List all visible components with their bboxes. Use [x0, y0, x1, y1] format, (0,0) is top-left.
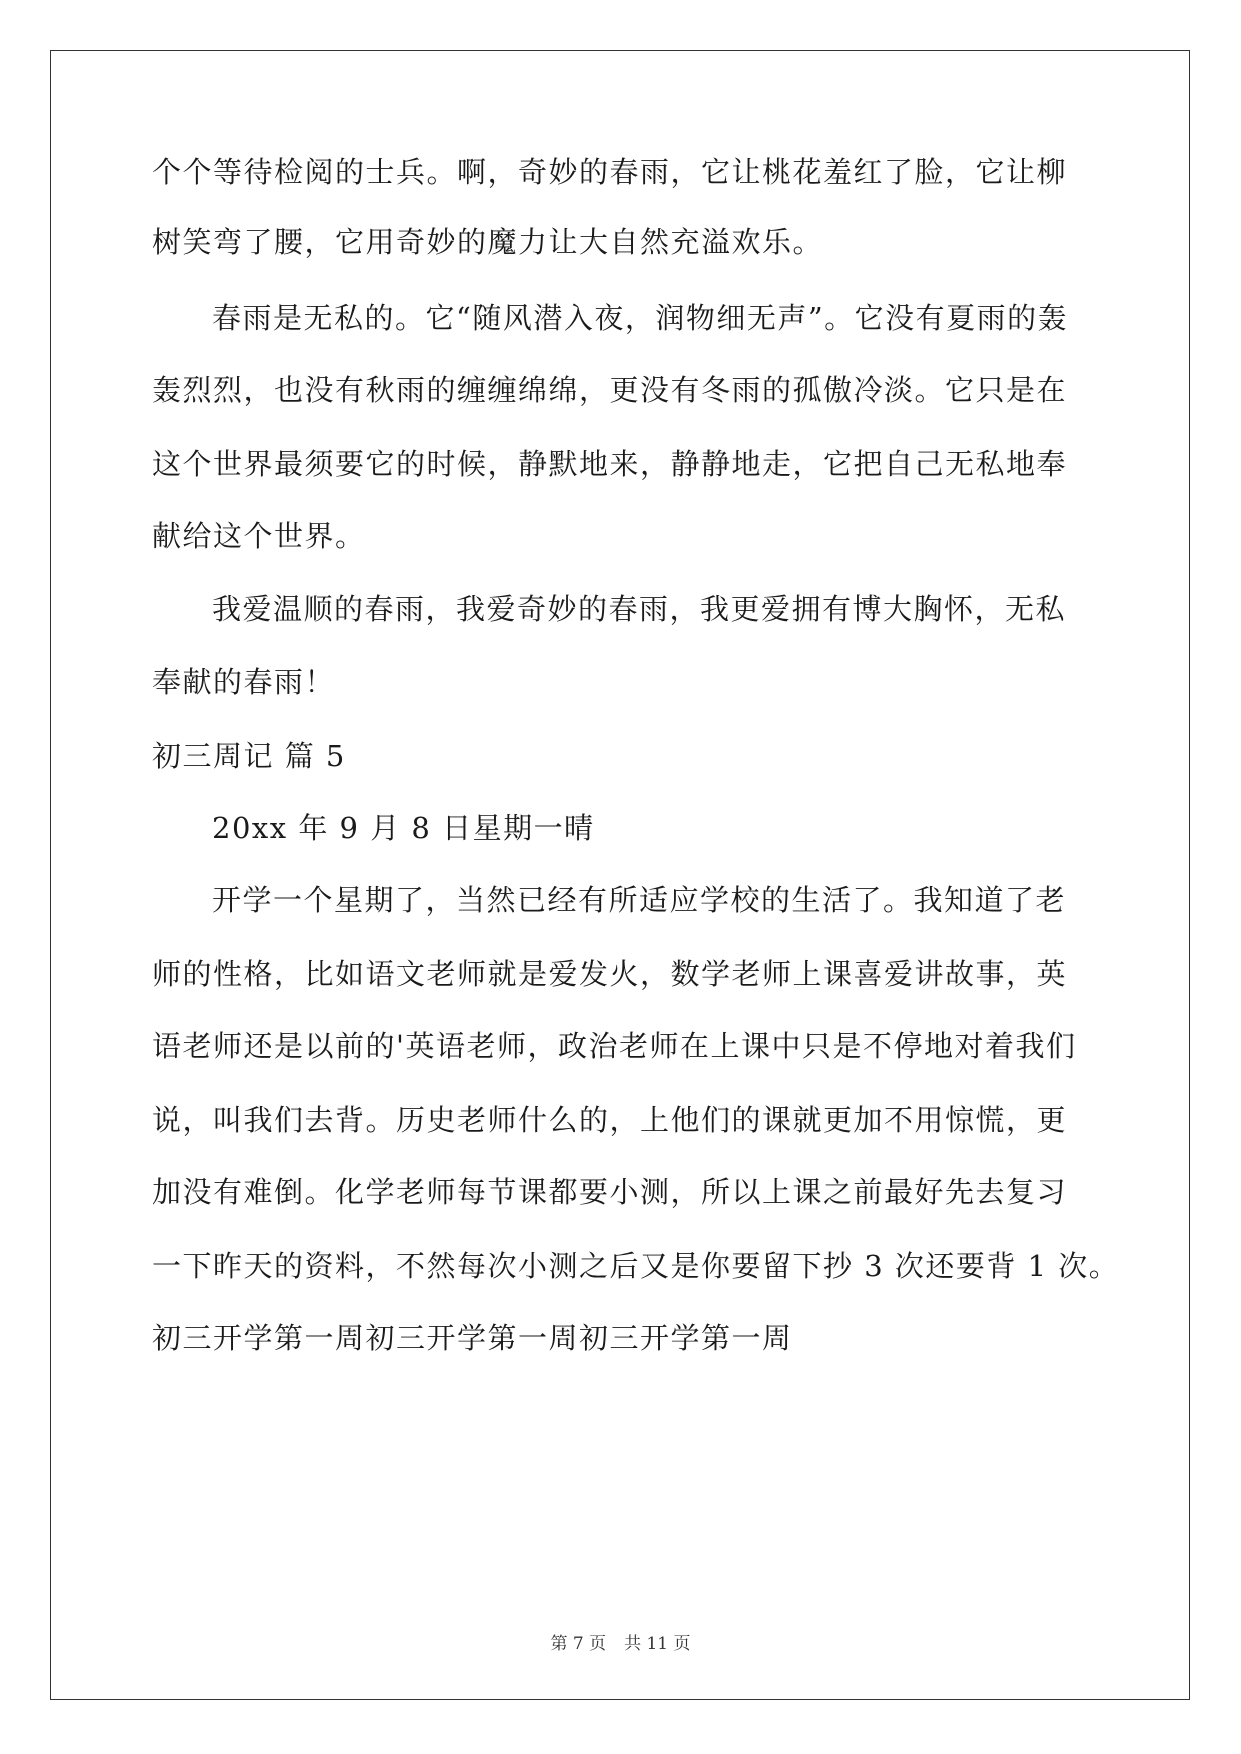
- text-line: 个个等待检阅的士兵。啊，奇妙的春雨，它让桃花羞红了脸，它让柳: [152, 155, 1068, 189]
- paragraph-start-line: 开学一个星期了，当然已经有所适应学校的生活了。我知道了老: [212, 883, 1067, 917]
- paragraph-start-line: 我爱温顺的春雨，我爱奇妙的春雨，我更爱拥有博大胸怀，无私: [212, 592, 1067, 626]
- page-footer: [0, 1632, 1241, 1656]
- text-line: 加没有难倒。化学老师每节课都要小测，所以上课之前最好先去复习: [152, 1175, 1068, 1209]
- text-line: 轰烈烈，也没有秋雨的缠缠绵绵，更没有冬雨的孤傲冷淡。它只是在: [152, 373, 1068, 407]
- section-heading: 初三周记 篇 5: [152, 739, 346, 773]
- text-line: 说，叫我们去背。历史老师什么的，上他们的课就更加不用惊慌，更: [152, 1103, 1068, 1137]
- page-number: 第 7 页: [550, 1634, 607, 1654]
- paragraph-start-line: 春雨是无私的。它“随风潜入夜，润物细无声”。它没有夏雨的轰: [212, 301, 1069, 335]
- text-line: 这个世界最须要它的时候，静默地来，静静地走，它把自己无私地奉: [152, 447, 1068, 481]
- text-line: 一下昨天的资料，不然每次小测之后又是你要留下抄 3 次还要背 1 次。: [152, 1249, 1120, 1283]
- text-line: 初三开学第一周初三开学第一周初三开学第一周: [152, 1321, 793, 1355]
- text-line: 奉献的春雨！: [152, 665, 336, 699]
- text-line: 语老师还是以前的'英语老师，政治老师在上课中只是不停地对着我们: [152, 1029, 1077, 1063]
- text-line: 树笑弯了腰，它用奇妙的魔力让大自然充溢欢乐。: [152, 225, 824, 259]
- page-total: 共 11 页: [624, 1634, 691, 1654]
- text-line: 献给这个世界。: [152, 519, 366, 553]
- diary-date-line: 20xx 年 9 月 8 日星期一晴: [212, 811, 595, 845]
- text-line: 师的性格，比如语文老师就是爱发火，数学老师上课喜爱讲故事，英: [152, 957, 1068, 991]
